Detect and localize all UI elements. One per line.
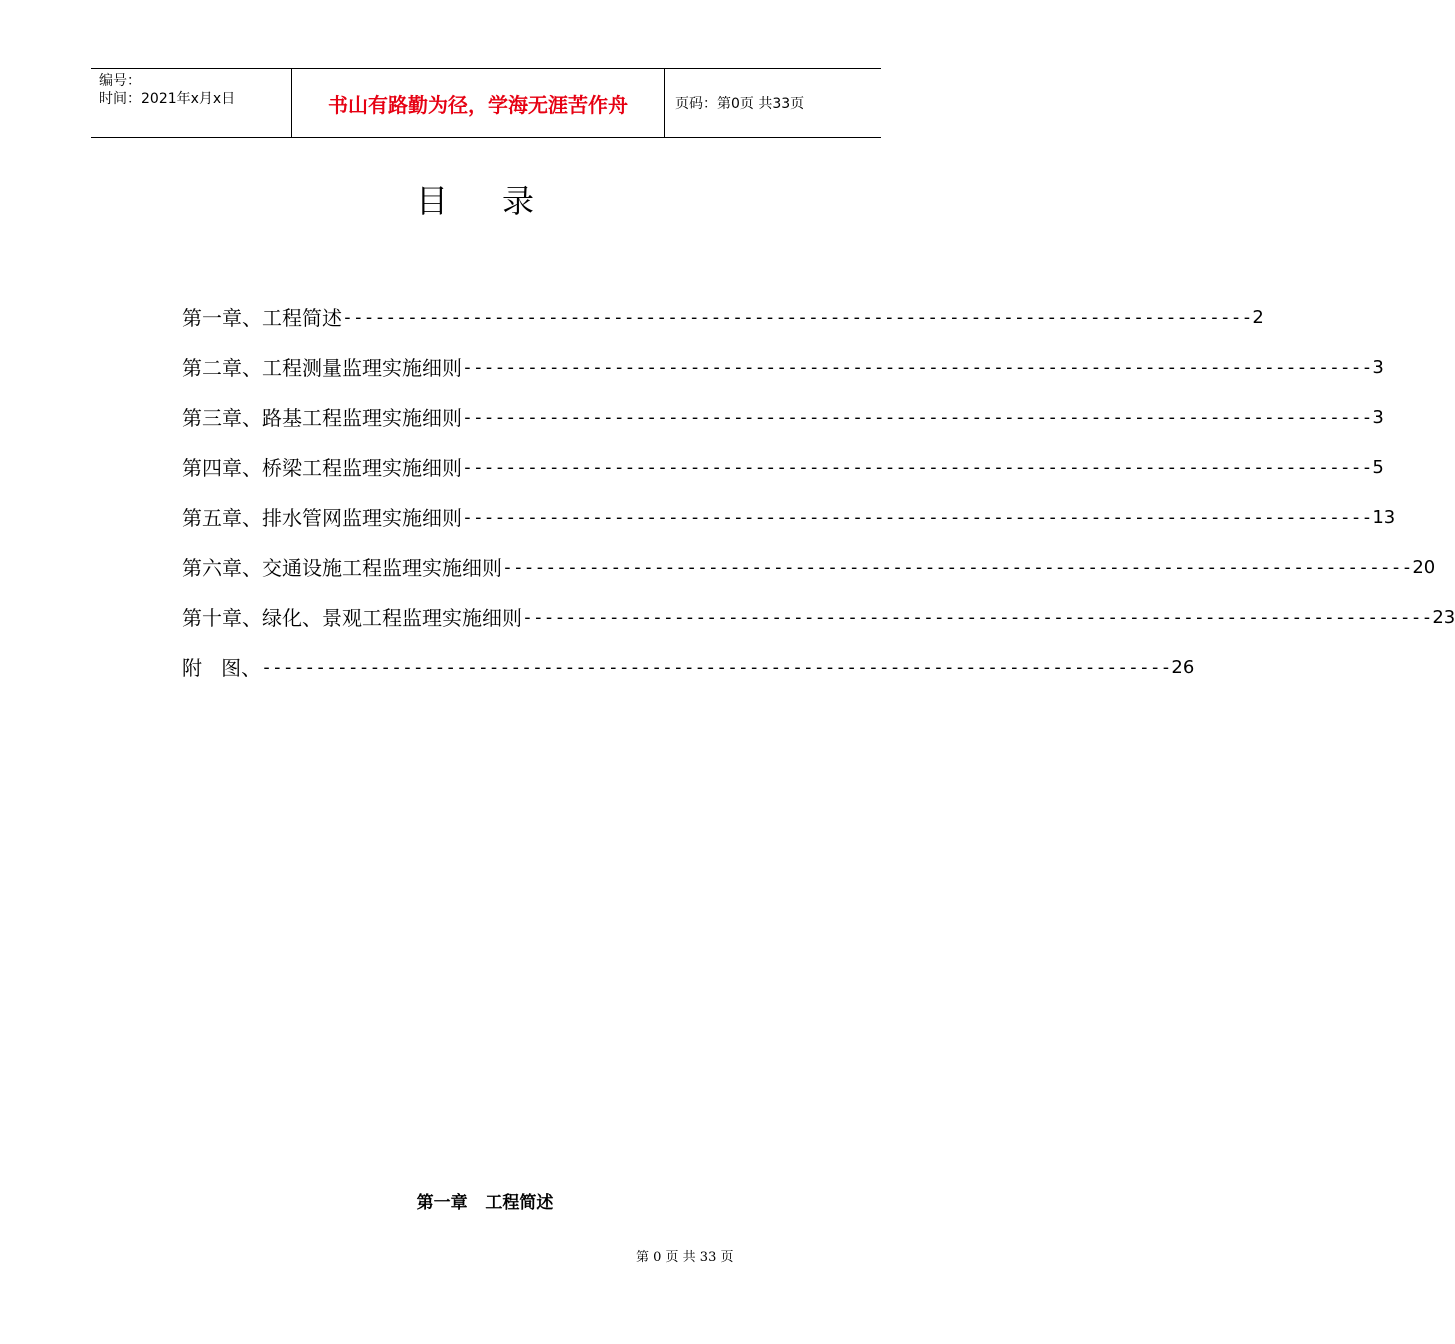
toc-item-text: 第三章、路基工程监理实施细则	[182, 406, 462, 430]
toc-item-text: 第一章、工程简述	[182, 306, 342, 330]
toc-item-page: 23	[1432, 607, 1455, 628]
toc-item[interactable]	[182, 600, 1455, 650]
toc-leader: ------------------------------------------------------------------------------------	[522, 607, 1433, 628]
toc-item-page: 3	[1372, 407, 1384, 428]
time-label: 时间：2021年x月x日	[99, 91, 236, 107]
page-header	[91, 68, 881, 138]
chapter-heading: 第一章 工程简述	[416, 1193, 554, 1213]
header-motto: 书山有路勤为径，学海无涯苦作舟	[292, 69, 665, 137]
toc-leader: ------------------------------------------------------------------------------------	[342, 307, 1253, 328]
toc-item-text: 第十章、绿化、景观工程监理实施细则	[182, 606, 522, 630]
toc-item-text: 附 图、	[182, 656, 262, 680]
toc-item[interactable]	[182, 450, 1384, 500]
toc-leader: ------------------------------------------------------------------------------------	[462, 357, 1373, 378]
toc-leader: ------------------------------------------------------------------------------------	[502, 557, 1413, 578]
toc-item[interactable]	[182, 400, 1384, 450]
header-page-info: 页码：第0页 共33页	[675, 96, 805, 112]
toc-item[interactable]	[182, 650, 1195, 700]
toc-leader: ------------------------------------------------------------------------------------	[462, 407, 1373, 428]
toc-item-page: 5	[1372, 457, 1384, 478]
toc-item-page: 20	[1412, 557, 1436, 578]
code-label: 编号：	[99, 73, 141, 89]
toc-item[interactable]	[182, 300, 1264, 350]
toc-item-text: 第二章、工程测量监理实施细则	[182, 356, 462, 380]
header-meta	[91, 69, 292, 137]
page-footer: 第 0 页 共 33 页	[636, 1250, 734, 1265]
toc-item-text: 第四章、桥梁工程监理实施细则	[182, 456, 462, 480]
toc-item-page: 3	[1372, 357, 1384, 378]
toc-leader: ------------------------------------------------------------------------------------	[261, 657, 1172, 678]
toc-item-page: 2	[1252, 307, 1264, 328]
toc-item-page: 26	[1171, 657, 1195, 678]
toc-item[interactable]	[182, 500, 1396, 550]
toc-leader: ------------------------------------------------------------------------------------	[462, 457, 1373, 478]
toc-item-text: 第五章、排水管网监理实施细则	[182, 506, 462, 530]
toc-item[interactable]	[182, 550, 1436, 600]
toc-leader: ------------------------------------------------------------------------------------	[462, 507, 1373, 528]
toc-item-text: 第六章、交通设施工程监理实施细则	[182, 556, 502, 580]
table-of-contents	[182, 300, 1455, 700]
toc-item-page: 13	[1372, 507, 1396, 528]
page-title: 目录	[415, 182, 588, 220]
toc-item[interactable]	[182, 350, 1384, 400]
